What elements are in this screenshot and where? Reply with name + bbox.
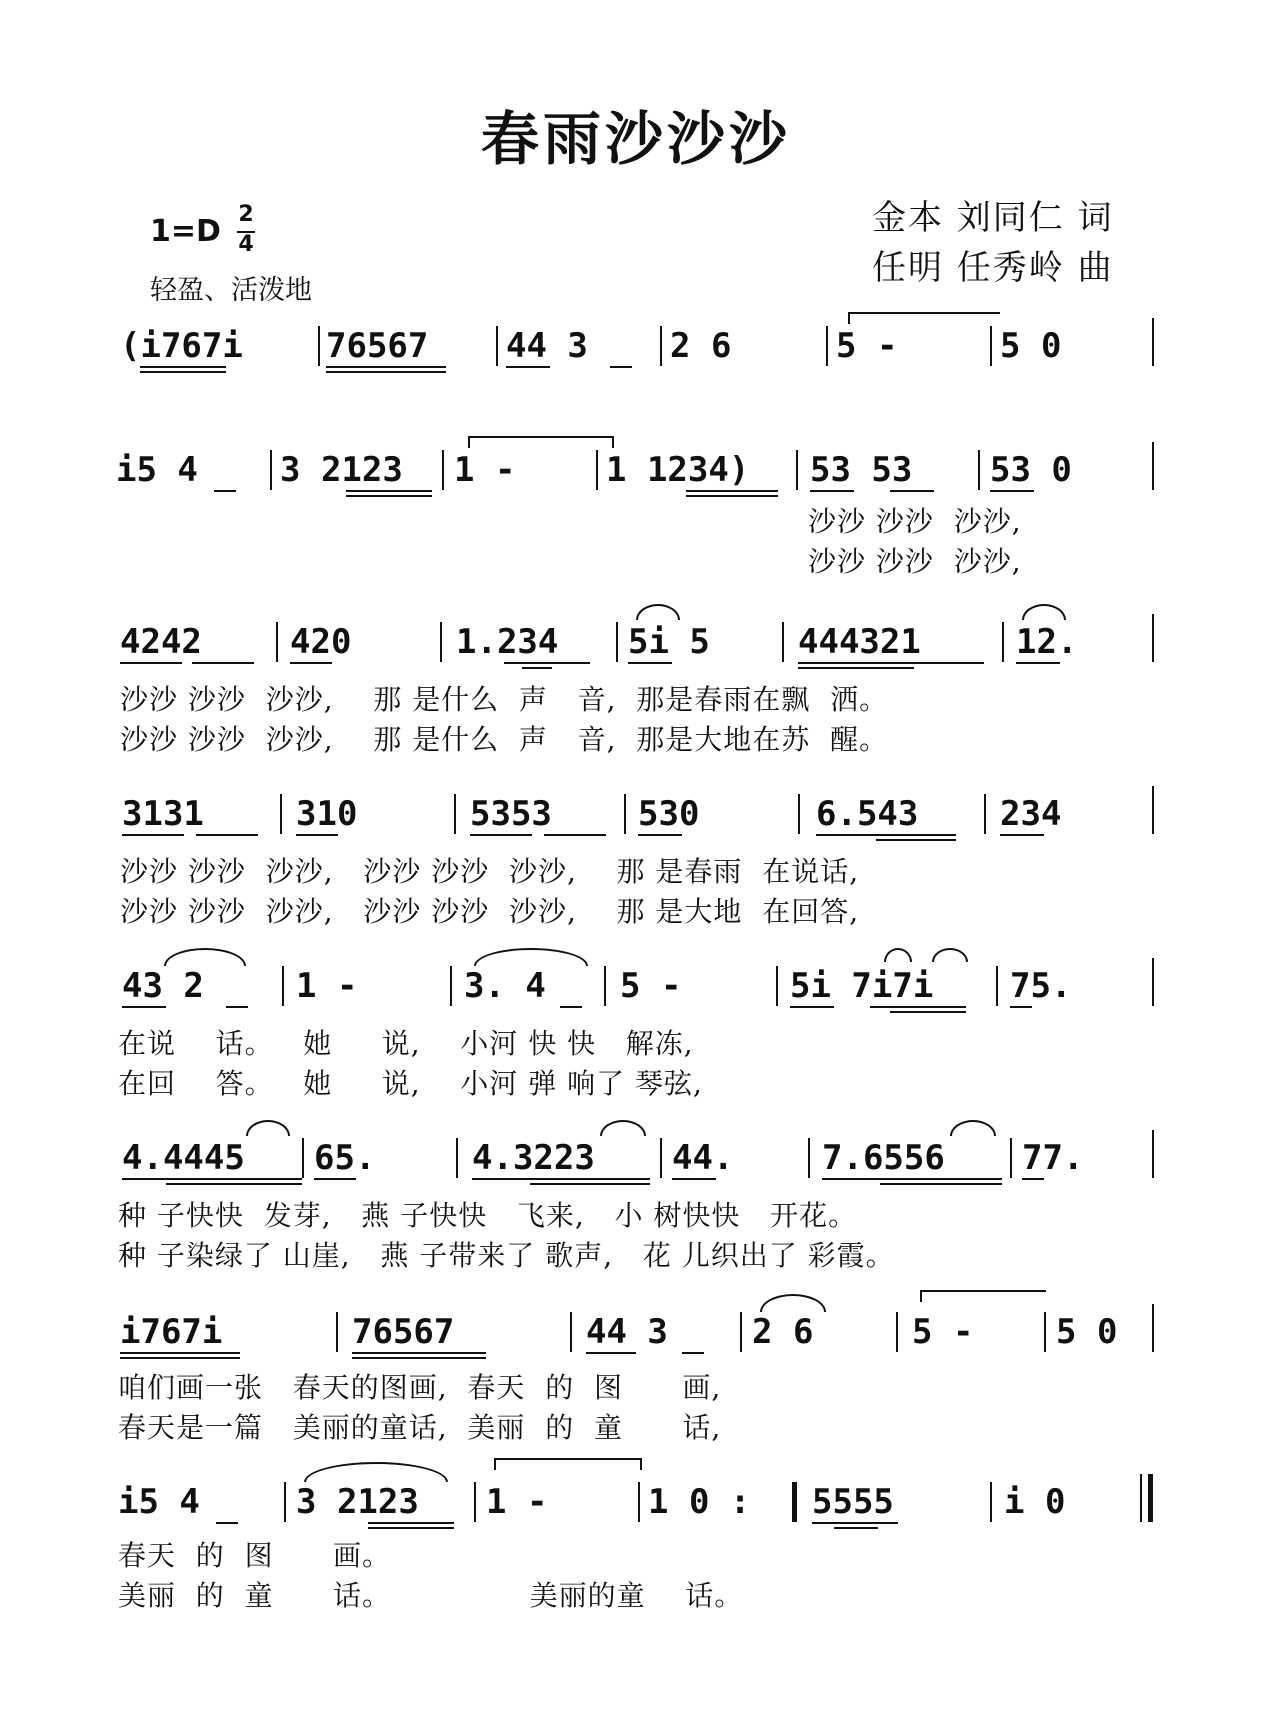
measure-5: 5 -: [836, 326, 898, 366]
underline-beam: [226, 1006, 248, 1008]
underline-beam: [544, 834, 606, 836]
underline-beam: [522, 667, 552, 669]
barline: [896, 1312, 898, 1352]
barline: [1044, 1312, 1046, 1352]
underline-beam: [834, 1527, 878, 1529]
underline-beam: [214, 490, 236, 492]
underline-beam: [586, 1352, 636, 1354]
underline-beam: [610, 366, 632, 368]
measure-2: 3 2123: [296, 1482, 419, 1522]
measure-3: 1.234: [456, 622, 559, 662]
underline-beam: [798, 667, 914, 669]
underline-beam: [216, 1522, 238, 1524]
lyrics-verse-2: 在回 答。 她 说, 小河 弹 响了 琴弦,: [118, 1067, 703, 1100]
underline-beam: [368, 1527, 454, 1529]
barline: [456, 1138, 458, 1178]
barline: [1152, 318, 1154, 366]
lyrics-verse-2: 沙沙 沙沙 沙沙, 沙沙 沙沙 沙沙, 那 是大地 在回答,: [120, 895, 860, 928]
barline: [660, 326, 662, 366]
lyrics-verse-1: 沙沙 沙沙 沙沙,: [808, 505, 1022, 538]
measure-6: 77.: [1022, 1138, 1084, 1178]
underline-beam: [876, 839, 956, 841]
composer-credit: 任明 任秀岭 曲: [872, 248, 1114, 288]
measure-3: 44 3: [506, 326, 588, 366]
measure-2: 76567: [352, 1312, 455, 1352]
underline-beam: [890, 490, 934, 492]
barline: [616, 622, 618, 662]
barline: [1152, 958, 1154, 1006]
underline-beam: [192, 662, 254, 664]
underline-beam: [122, 1178, 302, 1180]
measure-1: (i767i: [120, 326, 243, 366]
slur: [600, 1120, 646, 1136]
time-signature-top: 2: [238, 202, 254, 227]
repeat-barline: [792, 1482, 797, 1522]
barline: [570, 1312, 572, 1352]
measure-3: 3. 4: [464, 966, 546, 1006]
barline: [796, 450, 798, 490]
measure-5: 6.543: [816, 794, 919, 834]
measure-3: 44 3: [586, 1312, 668, 1352]
measure-3: 1 -: [454, 450, 516, 490]
measure-3: 1 -: [486, 1482, 548, 1522]
underline-beam: [120, 1357, 240, 1359]
underline-beam: [504, 662, 590, 664]
underline-beam: [196, 834, 258, 836]
final-barline-thin: [1140, 1474, 1142, 1522]
lyrics-verse-1: 种 子快快 发芽, 燕 子快快 飞来, 小 树快快 开花。: [118, 1199, 858, 1232]
measure-2: 420: [290, 622, 352, 662]
underline-beam: [822, 1178, 1002, 1180]
measure-3: 5353: [470, 794, 552, 834]
measure-4: 2 6: [670, 326, 732, 366]
barline: [280, 794, 282, 834]
underline-beam: [810, 490, 854, 492]
barline: [604, 966, 606, 1006]
barline: [776, 966, 778, 1006]
underline-beam: [470, 834, 532, 836]
underline-beam: [638, 834, 682, 836]
underline-beam: [290, 662, 332, 664]
underline-beam: [506, 366, 550, 368]
underline-beam: [140, 371, 226, 373]
measure-1: i5 4: [116, 450, 198, 490]
barline: [450, 966, 452, 1006]
underline-beam: [816, 834, 956, 836]
lyrics-verse-1: 春天 的 图 画。: [118, 1539, 392, 1572]
underline-beam: [346, 490, 432, 492]
slur: [884, 948, 912, 962]
slur: [246, 1120, 290, 1136]
slur: [304, 1462, 448, 1482]
underline-beam: [1022, 1178, 1044, 1180]
slur: [164, 948, 246, 966]
measure-1: i5 4: [118, 1482, 200, 1522]
barline: [978, 450, 980, 490]
underline-beam: [682, 1352, 704, 1354]
measure-5: 5555: [812, 1482, 894, 1522]
lyrics-verse-2: 沙沙 沙沙 沙沙,: [808, 545, 1022, 578]
underline-beam: [120, 662, 182, 664]
barline: [808, 1138, 810, 1178]
lyrics-verse-1: 在说 话。 她 说, 小河 快 快 解冻,: [118, 1027, 694, 1060]
barline: [624, 794, 626, 834]
underline-beam: [368, 1522, 454, 1524]
measure-5: 5 -: [912, 1312, 974, 1352]
time-signature-bottom: 4: [238, 232, 254, 257]
slur: [474, 948, 588, 966]
underline-beam: [352, 1352, 486, 1354]
lyrics-verse-1: 咱们画一张 春天的图画, 春天 的 图 画,: [118, 1371, 722, 1404]
barline: [1152, 1304, 1154, 1352]
tie-bracket: [468, 436, 614, 448]
barline: [496, 326, 498, 366]
measure-6: 5 0: [1056, 1312, 1118, 1352]
measure-2: 65.: [314, 1138, 376, 1178]
barline: [302, 1138, 304, 1178]
underline-beam: [890, 1011, 966, 1013]
underline-beam: [812, 1522, 898, 1524]
underline-beam: [628, 662, 672, 664]
measure-6: 53 0: [990, 450, 1072, 490]
barline: [996, 966, 998, 1006]
measure-2: 310: [296, 794, 358, 834]
slur: [932, 948, 968, 962]
measure-1: 4.4445: [122, 1138, 245, 1178]
barline: [1010, 1138, 1012, 1178]
barline: [990, 1482, 992, 1522]
key-signature: 1=D: [150, 214, 221, 249]
barline: [1152, 786, 1154, 834]
slur: [636, 604, 680, 620]
barline: [984, 794, 986, 834]
underline-beam: [296, 834, 338, 836]
underline-beam: [1010, 1006, 1032, 1008]
underline-beam: [798, 662, 984, 664]
tie-bracket: [494, 1458, 642, 1470]
barline: [990, 326, 992, 366]
underline-beam: [326, 366, 446, 368]
measure-4: 1 0 :: [648, 1482, 751, 1522]
measure-1: i767i: [120, 1312, 223, 1352]
lyrics-verse-2: 春天是一篇 美丽的童话, 美丽 的 童 话,: [118, 1411, 722, 1444]
measure-4: 2 6: [752, 1312, 814, 1352]
measure-4: 530: [638, 794, 700, 834]
barline: [318, 326, 320, 366]
measure-4: 1 1234): [606, 450, 750, 490]
measure-6: i 0: [1004, 1482, 1066, 1522]
measure-5: 7.6556: [822, 1138, 945, 1178]
barline: [1152, 1130, 1154, 1178]
underline-beam: [686, 490, 778, 492]
measure-5: 5i 7i7i: [790, 966, 934, 1006]
barline: [440, 622, 442, 662]
lyrics-verse-1: 沙沙 沙沙 沙沙, 沙沙 沙沙 沙沙, 那 是春雨 在说话,: [120, 855, 860, 888]
barline: [638, 1482, 640, 1522]
underline-beam: [530, 1183, 650, 1185]
underline-beam: [122, 1006, 166, 1008]
barline: [798, 794, 800, 834]
measure-6: 234: [1000, 794, 1062, 834]
barline: [474, 1482, 476, 1522]
underline-beam: [686, 495, 778, 497]
tie-bracket: [920, 1290, 1046, 1302]
measure-1: 43 2: [122, 966, 204, 1006]
measure-1: 4242: [120, 622, 202, 662]
measure-5: 444321: [798, 622, 921, 662]
measure-3: 4.3223: [472, 1138, 595, 1178]
barline: [782, 622, 784, 662]
barline: [740, 1312, 742, 1352]
measure-2: 76567: [326, 326, 429, 366]
barline: [1152, 614, 1154, 662]
measure-4: 44.: [672, 1138, 734, 1178]
measure-4: 5 -: [620, 966, 682, 1006]
measure-2: 1 -: [296, 966, 358, 1006]
barline: [336, 1312, 338, 1352]
barline: [270, 450, 272, 490]
measure-2: 3 2123: [280, 450, 403, 490]
underline-beam: [870, 1006, 966, 1008]
lyrics-verse-1: 沙沙 沙沙 沙沙, 那 是什么 声 音, 那是春雨在飘 洒。: [120, 683, 889, 716]
underline-beam: [790, 1006, 834, 1008]
measure-6: 12.: [1016, 622, 1078, 662]
measure-6: 75.: [1010, 966, 1072, 1006]
underline-beam: [140, 366, 226, 368]
underline-beam: [314, 1178, 356, 1180]
lyrics-verse-2: 沙沙 沙沙 沙沙, 那 是什么 声 音, 那是大地在苏 醒。: [120, 723, 889, 756]
underline-beam: [560, 1006, 582, 1008]
underline-beam: [346, 495, 432, 497]
measure-6: 5 0: [1000, 326, 1062, 366]
underline-beam: [326, 371, 446, 373]
barline: [276, 622, 278, 662]
underline-beam: [352, 1357, 486, 1359]
lyricist-credit: 金本 刘同仁 词: [872, 198, 1114, 238]
slur: [760, 1294, 826, 1312]
barline: [282, 966, 284, 1006]
underline-beam: [672, 1178, 716, 1180]
song-title: 春雨沙沙沙: [480, 105, 791, 173]
barline: [442, 450, 444, 490]
barline: [660, 1138, 662, 1178]
measure-1: 3131: [122, 794, 204, 834]
barline: [284, 1482, 286, 1522]
tempo-marking: 轻盈、活泼地: [150, 275, 312, 306]
underline-beam: [122, 834, 184, 836]
barline: [1002, 622, 1004, 662]
tie-bracket: [848, 312, 1000, 324]
measure-5: 53 53: [810, 450, 913, 490]
underline-beam: [1016, 662, 1060, 664]
lyrics-verse-2: 美丽 的 童 话。 美丽的童 话。: [118, 1579, 744, 1612]
barline: [454, 794, 456, 834]
underline-beam: [880, 1183, 1002, 1185]
final-barline-thick: [1148, 1474, 1153, 1522]
lyrics-verse-2: 种 子染绿了 山崖, 燕 子带来了 歌声, 花 儿织出了 彩霞。: [118, 1239, 895, 1272]
barline: [1152, 442, 1154, 490]
underline-beam: [1000, 834, 1044, 836]
measure-4: 5i 5: [628, 622, 710, 662]
underline-beam: [990, 490, 1034, 492]
underline-beam: [120, 1352, 240, 1354]
underline-beam: [472, 1178, 650, 1180]
underline-beam: [166, 1183, 302, 1185]
barline: [826, 326, 828, 366]
slur: [950, 1120, 996, 1136]
slur: [1022, 604, 1066, 620]
barline: [596, 450, 598, 490]
